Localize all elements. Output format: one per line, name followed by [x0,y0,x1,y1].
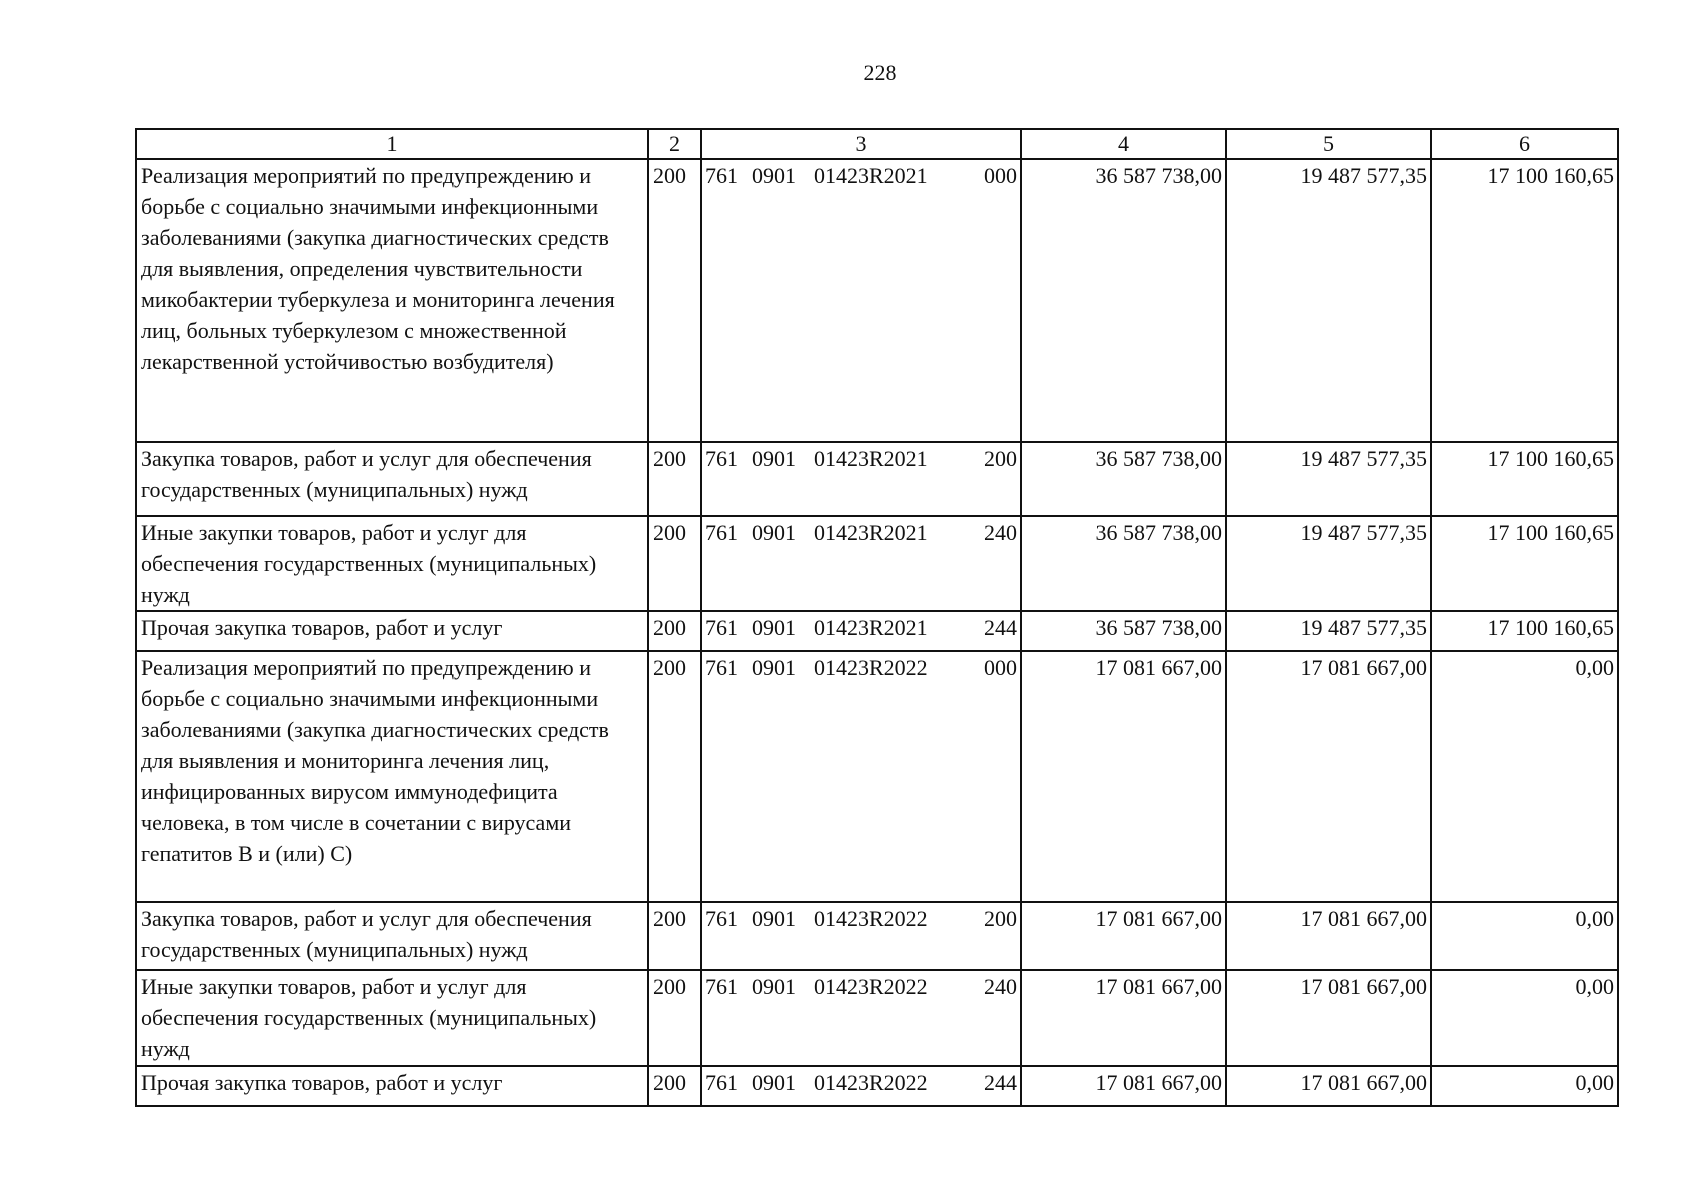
code-grbs: 761 [705,520,738,545]
header-cell: 1 [136,129,648,159]
row-name: Реализация мероприятий по предупреждению и борьбе с социально значимыми инфекционными заболеваниями (закупка диагностических средств для выявления, определения чувствительности микобактерии туберкулеза и мониторинга лечения лиц, больных туберкулезом с множественной лекарственной устойчивостью возбудителя) [136,159,648,442]
header-cell: 6 [1431,129,1618,159]
row-code [701,651,1021,902]
row-name: Реализация мероприятий по предупреждению и борьбе с социально значимыми инфекционными заболеваниями (закупка диагностических средств для выявления и мониторинга лечения лиц, инфицированных вирусом иммунодефицита человека, в том числе в сочетании с вирусами гепатитов B и (или) C) [136,651,648,902]
code-section: 0901 [752,1070,796,1095]
row-value-5: 17 081 667,00 [1226,1066,1431,1106]
row-col2: 200 [648,970,701,1066]
table-row [136,1066,1618,1106]
row-code [701,159,1021,442]
row-value-6: 17 100 160,65 [1431,442,1618,516]
row-value-5: 19 487 577,35 [1226,159,1431,442]
row-value-5: 19 487 577,35 [1226,516,1431,611]
header-cell: 2 [648,129,701,159]
code-section: 0901 [752,655,796,680]
table-row [136,902,1618,970]
row-col2: 200 [648,902,701,970]
code-section: 0901 [752,906,796,931]
code-vr: 240 [984,974,1017,999]
row-col2: 200 [648,1066,701,1106]
code-section: 0901 [752,446,796,471]
row-code [701,1066,1021,1106]
code-section: 0901 [752,615,796,640]
header-row [136,129,1618,159]
row-value-4: 36 587 738,00 [1021,159,1226,442]
row-value-6: 0,00 [1431,970,1618,1066]
row-value-5: 17 081 667,00 [1226,970,1431,1066]
code-vr: 244 [984,615,1017,640]
row-value-6: 0,00 [1431,651,1618,902]
row-code [701,970,1021,1066]
code-vr: 000 [984,163,1017,188]
code-grbs: 761 [705,974,738,999]
code-target: 01423R2021 [814,446,928,471]
page-number: 228 [863,60,897,85]
header-cell: 5 [1226,129,1431,159]
row-value-5: 17 081 667,00 [1226,902,1431,970]
code-grbs: 761 [705,615,738,640]
code-vr: 240 [984,520,1017,545]
table-row [136,611,1618,651]
row-col2: 200 [648,516,701,611]
code-section: 0901 [752,520,796,545]
row-value-5: 17 081 667,00 [1226,651,1431,902]
row-value-6: 0,00 [1431,1066,1618,1106]
code-target: 01423R2022 [814,1070,928,1095]
row-value-6: 17 100 160,65 [1431,516,1618,611]
code-grbs: 761 [705,906,738,931]
code-target: 01423R2022 [814,906,928,931]
row-value-4: 17 081 667,00 [1021,970,1226,1066]
code-grbs: 761 [705,1070,738,1095]
code-vr: 200 [984,446,1017,471]
row-name: Прочая закупка товаров, работ и услуг [136,611,648,651]
row-name: Закупка товаров, работ и услуг для обеспечения государственных (муниципальных) нужд [136,902,648,970]
row-value-4: 17 081 667,00 [1021,902,1226,970]
header-cell: 4 [1021,129,1226,159]
code-vr: 000 [984,655,1017,680]
row-value-6: 17 100 160,65 [1431,159,1618,442]
table-row [136,651,1618,902]
row-name: Иные закупки товаров, работ и услуг для обеспечения государственных (муниципальных) нужд [136,516,648,611]
header-cell: 3 [701,129,1021,159]
row-value-6: 17 100 160,65 [1431,611,1618,651]
row-col2: 200 [648,159,701,442]
row-col2: 200 [648,611,701,651]
code-section: 0901 [752,163,796,188]
code-vr: 200 [984,906,1017,931]
row-col2: 200 [648,442,701,516]
row-value-5: 19 487 577,35 [1226,611,1431,651]
code-target: 01423R2022 [814,655,928,680]
row-name: Прочая закупка товаров, работ и услуг [136,1066,648,1106]
table-row [136,516,1618,611]
row-col2: 200 [648,651,701,902]
row-code [701,902,1021,970]
row-code [701,516,1021,611]
row-value-4: 36 587 738,00 [1021,516,1226,611]
row-name: Закупка товаров, работ и услуг для обеспечения государственных (муниципальных) нужд [136,442,648,516]
code-section: 0901 [752,974,796,999]
row-value-4: 17 081 667,00 [1021,1066,1226,1106]
code-target: 01423R2021 [814,520,928,545]
code-grbs: 761 [705,163,738,188]
code-target: 01423R2021 [814,163,928,188]
row-value-6: 0,00 [1431,902,1618,970]
table-row [136,442,1618,516]
row-code [701,611,1021,651]
budget-table [135,128,1619,1107]
code-grbs: 761 [705,446,738,471]
table-row [136,970,1618,1066]
code-vr: 244 [984,1070,1017,1095]
table-row [136,159,1618,442]
row-value-4: 17 081 667,00 [1021,651,1226,902]
row-name: Иные закупки товаров, работ и услуг для обеспечения государственных (муниципальных) нужд [136,970,648,1066]
code-grbs: 761 [705,655,738,680]
code-target: 01423R2021 [814,615,928,640]
code-target: 01423R2022 [814,974,928,999]
row-value-4: 36 587 738,00 [1021,442,1226,516]
row-code [701,442,1021,516]
row-value-5: 19 487 577,35 [1226,442,1431,516]
row-value-4: 36 587 738,00 [1021,611,1226,651]
